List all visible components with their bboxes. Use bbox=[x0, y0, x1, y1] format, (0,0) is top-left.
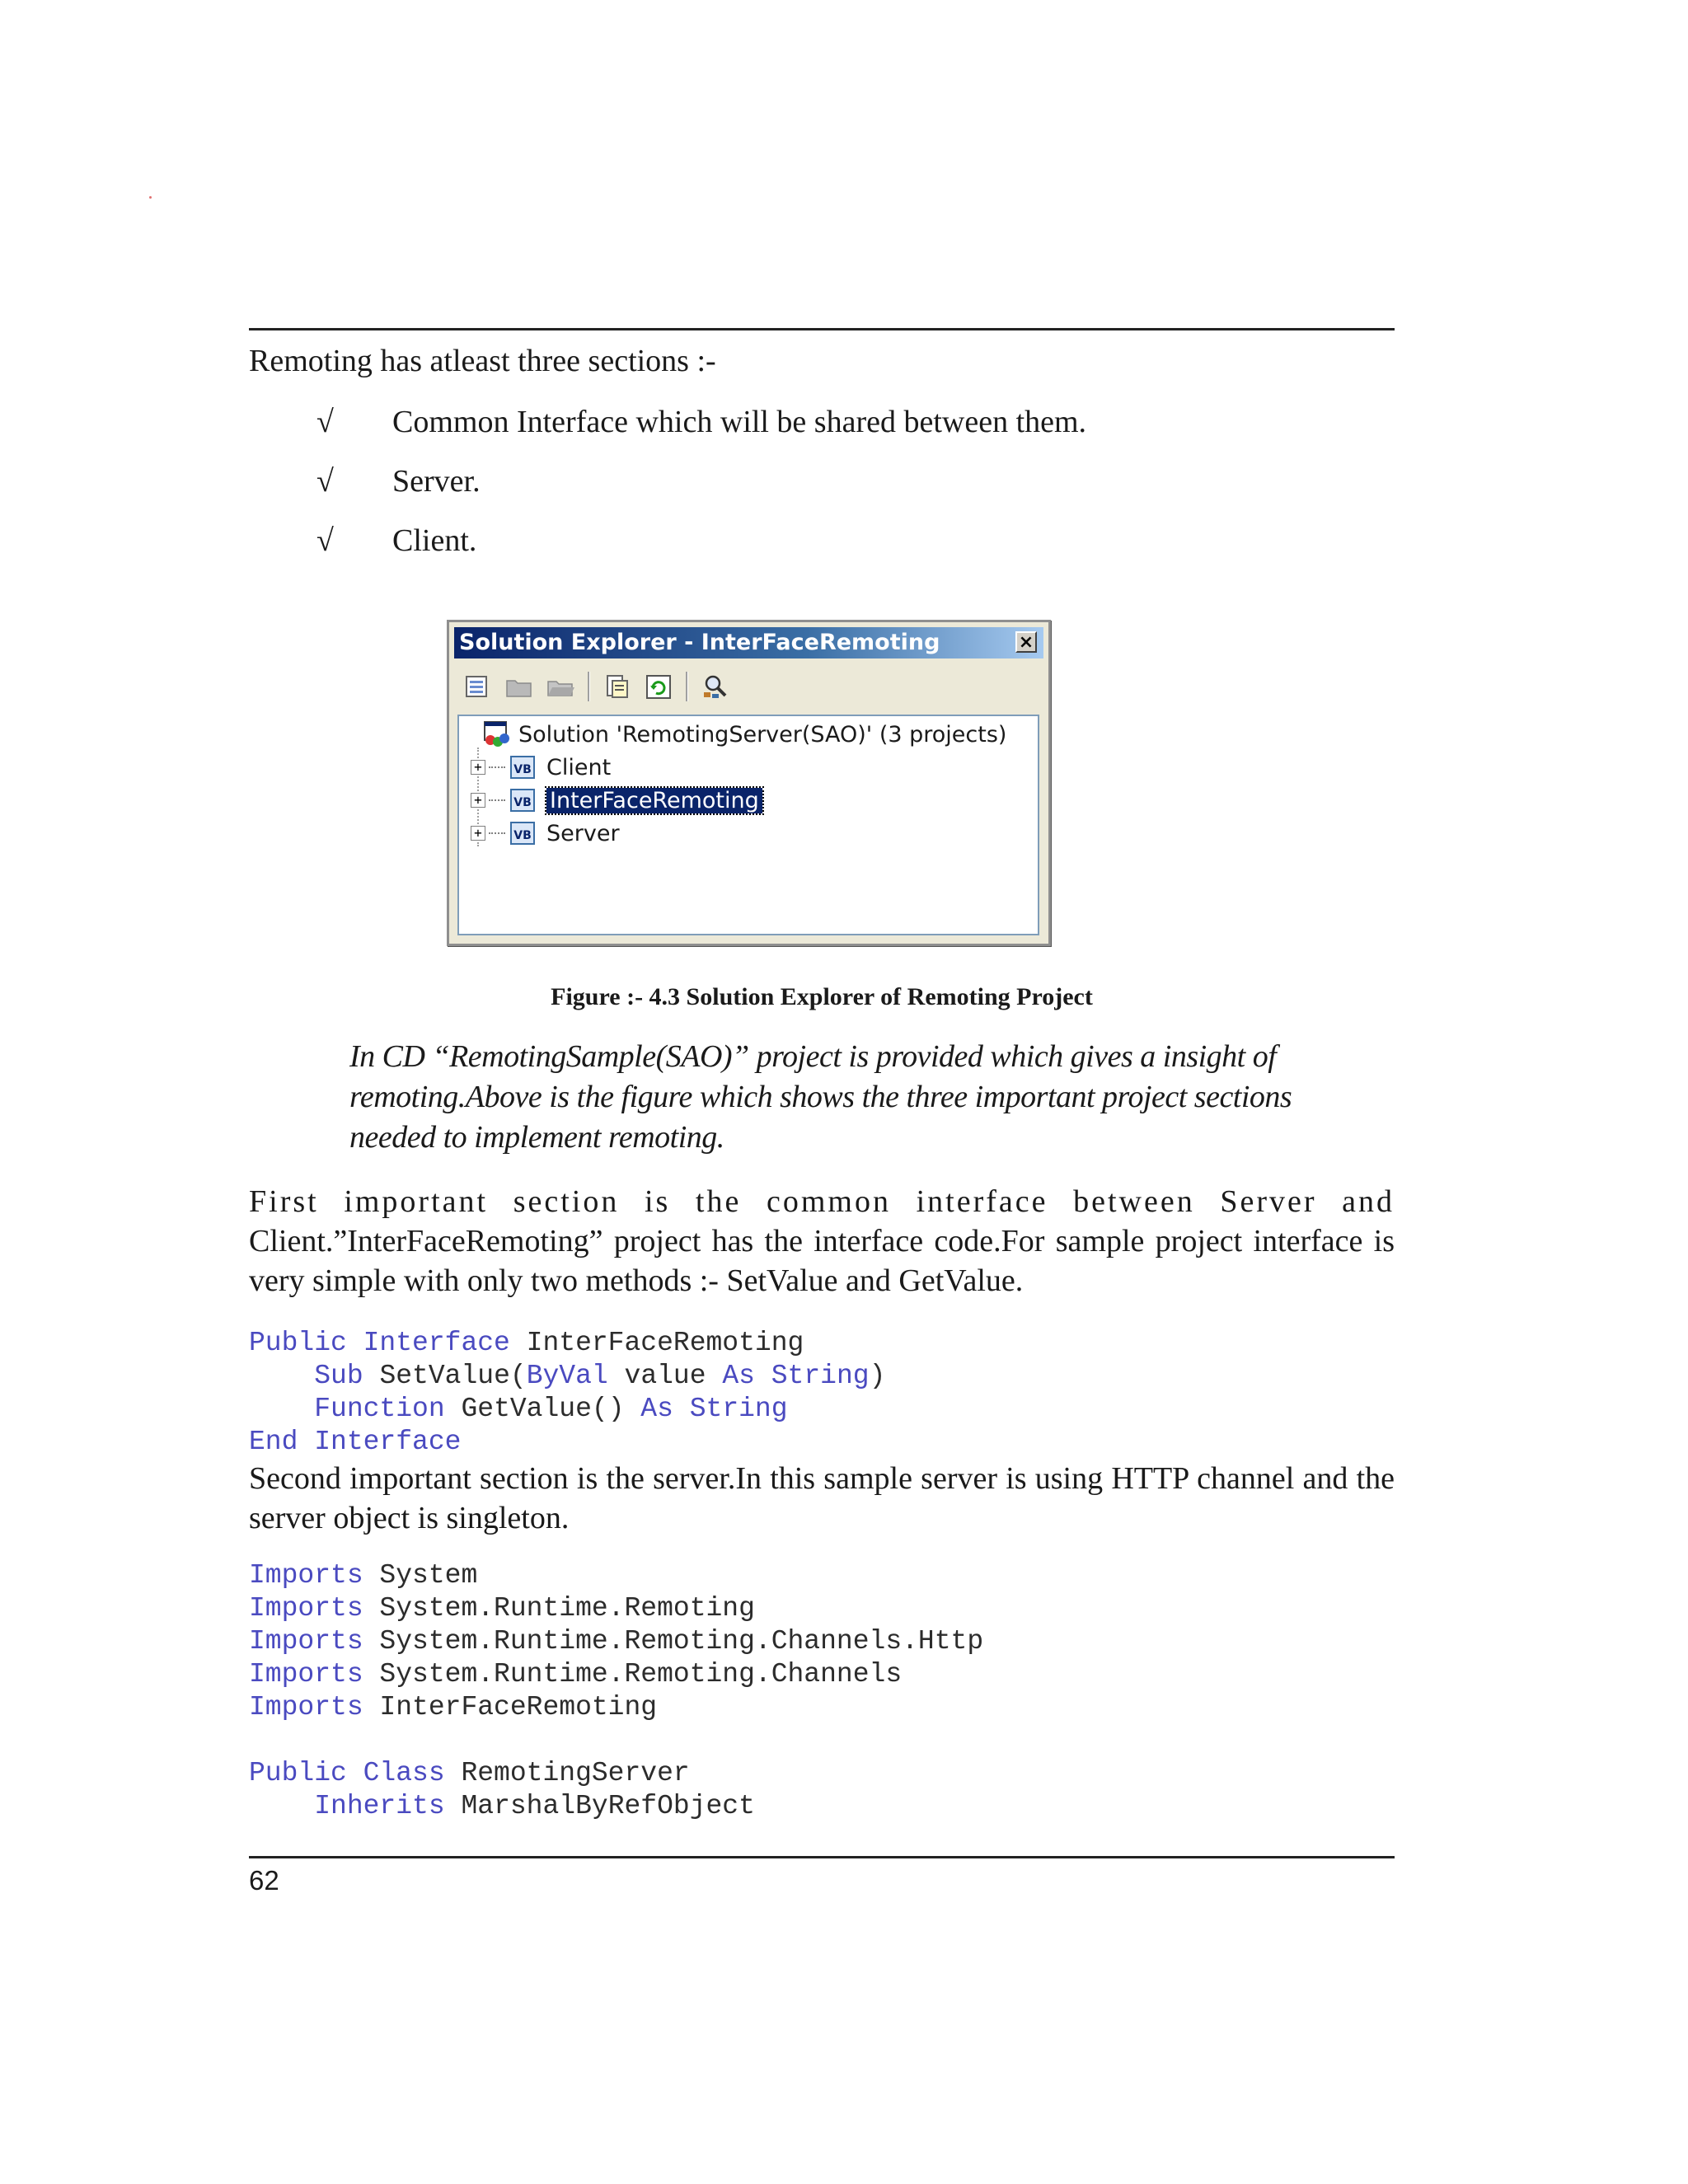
solution-explorer-title: Solution Explorer - InterFaceRemoting bbox=[459, 630, 940, 655]
list-item bbox=[316, 521, 1086, 580]
close-button[interactable] bbox=[1015, 631, 1037, 653]
code-keyword: Function bbox=[314, 1394, 445, 1424]
code-line bbox=[249, 1692, 657, 1722]
solution-explorer-window bbox=[447, 620, 1051, 946]
code-keyword: Inherits bbox=[314, 1791, 445, 1821]
code-text bbox=[249, 1361, 314, 1391]
code-text: System.Runtime.Remoting bbox=[363, 1593, 755, 1624]
code-text: MarshalByRefObject bbox=[444, 1791, 755, 1821]
code-line bbox=[249, 1560, 477, 1591]
tree-connector bbox=[489, 766, 505, 768]
code-text: RemotingServer bbox=[444, 1758, 690, 1788]
folder-icon bbox=[546, 673, 575, 700]
expand-icon[interactable]: + bbox=[471, 793, 485, 808]
server-code-block bbox=[249, 1559, 983, 1823]
code-text: InterFaceRemoting bbox=[363, 1692, 658, 1722]
code-text: value bbox=[607, 1361, 723, 1391]
paragraph-server: Second important section is the server.In this sample server is using HTTP channel and the server object is singleton. bbox=[249, 1461, 1395, 1535]
code-line bbox=[249, 1791, 755, 1821]
view-code-button[interactable] bbox=[600, 672, 635, 701]
code-text bbox=[249, 1791, 314, 1821]
code-line bbox=[249, 1394, 788, 1424]
intro-text: Remoting has atleast three sections :- bbox=[249, 344, 716, 378]
list-item bbox=[316, 402, 1086, 462]
interface-code-block bbox=[249, 1327, 885, 1459]
tree-node-client[interactable] bbox=[471, 751, 611, 784]
solution-tree bbox=[457, 715, 1039, 935]
code-line bbox=[249, 1328, 804, 1358]
code-keyword: Imports bbox=[249, 1593, 363, 1624]
view-code-icon bbox=[603, 673, 632, 700]
check-mark-icon: √ bbox=[316, 405, 334, 439]
solution-explorer-title-bar[interactable] bbox=[454, 627, 1043, 658]
stray-mark bbox=[149, 196, 152, 199]
list-item bbox=[316, 462, 1086, 521]
tree-node-interfaceremoting[interactable] bbox=[471, 784, 762, 817]
code-text: SetValue( bbox=[363, 1361, 527, 1391]
tree-connector bbox=[489, 799, 505, 801]
code-keyword: As String bbox=[640, 1394, 788, 1424]
list-item-text: Common Interface which will be shared between them. bbox=[392, 405, 1087, 439]
class-view-icon bbox=[701, 673, 730, 700]
refresh-icon bbox=[644, 673, 673, 700]
list-item-text: Client. bbox=[392, 523, 477, 558]
toolbar-separator bbox=[686, 672, 688, 701]
list-item-text: Server. bbox=[392, 464, 481, 499]
code-line bbox=[249, 1659, 902, 1690]
code-line bbox=[249, 1361, 885, 1391]
check-mark-icon: √ bbox=[316, 464, 334, 499]
tree-node-server[interactable] bbox=[471, 817, 620, 850]
solution-root-label: Solution 'RemotingServer(SAO)' (3 projects) bbox=[518, 721, 1007, 748]
tree-node-label: Client bbox=[546, 754, 612, 780]
code-keyword: Imports bbox=[249, 1560, 363, 1591]
tree-connector bbox=[489, 832, 505, 834]
tree-node-label-selected: InterFaceRemoting bbox=[546, 788, 762, 813]
code-text: InterFaceRemoting bbox=[509, 1328, 804, 1358]
code-line bbox=[249, 1427, 461, 1457]
code-text: GetValue() bbox=[444, 1394, 641, 1424]
show-all-files-button[interactable] bbox=[502, 672, 537, 701]
code-keyword: ByVal bbox=[526, 1361, 608, 1391]
show-all-files-icon bbox=[504, 673, 534, 700]
expand-icon[interactable]: + bbox=[471, 826, 485, 841]
expand-icon[interactable]: + bbox=[471, 760, 485, 775]
solution-icon bbox=[482, 720, 512, 748]
class-view-button[interactable] bbox=[698, 672, 733, 701]
cd-note: In CD “RemotingSample(SAO)” project is provided which gives a insight of remoting.Above is the figure which shows the three important project sections needed to implement remoting. bbox=[349, 1039, 1292, 1155]
code-keyword: Imports bbox=[249, 1626, 363, 1657]
paragraph-interface bbox=[249, 1182, 1395, 1301]
figure-caption: Figure :- 4.3 Solution Explorer of Remoting Project bbox=[551, 983, 1093, 1010]
properties-button[interactable] bbox=[461, 672, 495, 701]
svg-text:VB: VB bbox=[513, 763, 532, 776]
check-mark-icon: √ bbox=[316, 523, 334, 558]
svg-text:VB: VB bbox=[513, 796, 532, 809]
vb-project-icon bbox=[509, 788, 538, 813]
code-keyword: Sub bbox=[314, 1361, 363, 1391]
vb-project-icon bbox=[509, 755, 538, 780]
vb-project-icon bbox=[509, 821, 538, 846]
header-rule bbox=[249, 328, 1395, 330]
code-keyword: As String bbox=[722, 1361, 870, 1391]
code-keyword: End Interface bbox=[249, 1427, 462, 1457]
refresh-button[interactable] bbox=[641, 672, 676, 701]
code-line bbox=[249, 1626, 983, 1657]
close-icon: × bbox=[1018, 632, 1034, 653]
footer-rule bbox=[249, 1856, 1395, 1858]
code-line bbox=[249, 1758, 690, 1788]
folder-button[interactable] bbox=[543, 672, 578, 701]
code-text: System.Runtime.Remoting.Channels bbox=[363, 1659, 903, 1690]
code-keyword: Public Interface bbox=[249, 1328, 510, 1358]
solution-explorer-toolbar bbox=[461, 668, 733, 705]
code-text bbox=[249, 1394, 314, 1424]
section-list bbox=[316, 402, 1086, 580]
tree-node-label: Server bbox=[546, 820, 620, 846]
properties-icon bbox=[463, 673, 493, 700]
code-keyword: Imports bbox=[249, 1692, 363, 1722]
code-text: System bbox=[363, 1560, 478, 1591]
svg-text:VB: VB bbox=[513, 829, 532, 842]
code-text: System.Runtime.Remoting.Channels.Http bbox=[363, 1626, 984, 1657]
page-number: 62 bbox=[249, 1865, 279, 1896]
code-keyword: Imports bbox=[249, 1659, 363, 1690]
solution-root-node[interactable] bbox=[482, 718, 1006, 751]
code-keyword: Public Class bbox=[249, 1758, 445, 1788]
code-text: ) bbox=[869, 1361, 886, 1391]
code-line bbox=[249, 1593, 755, 1624]
toolbar-separator bbox=[588, 672, 590, 701]
paragraph-interface-line1: First important section is the common interface between Server and bbox=[249, 1184, 1395, 1219]
paragraph-interface-body: Client.”InterFaceRemoting” project has the interface code.For sample project interface is very simple with only two methods :- SetValue and GetValue. bbox=[249, 1224, 1395, 1298]
